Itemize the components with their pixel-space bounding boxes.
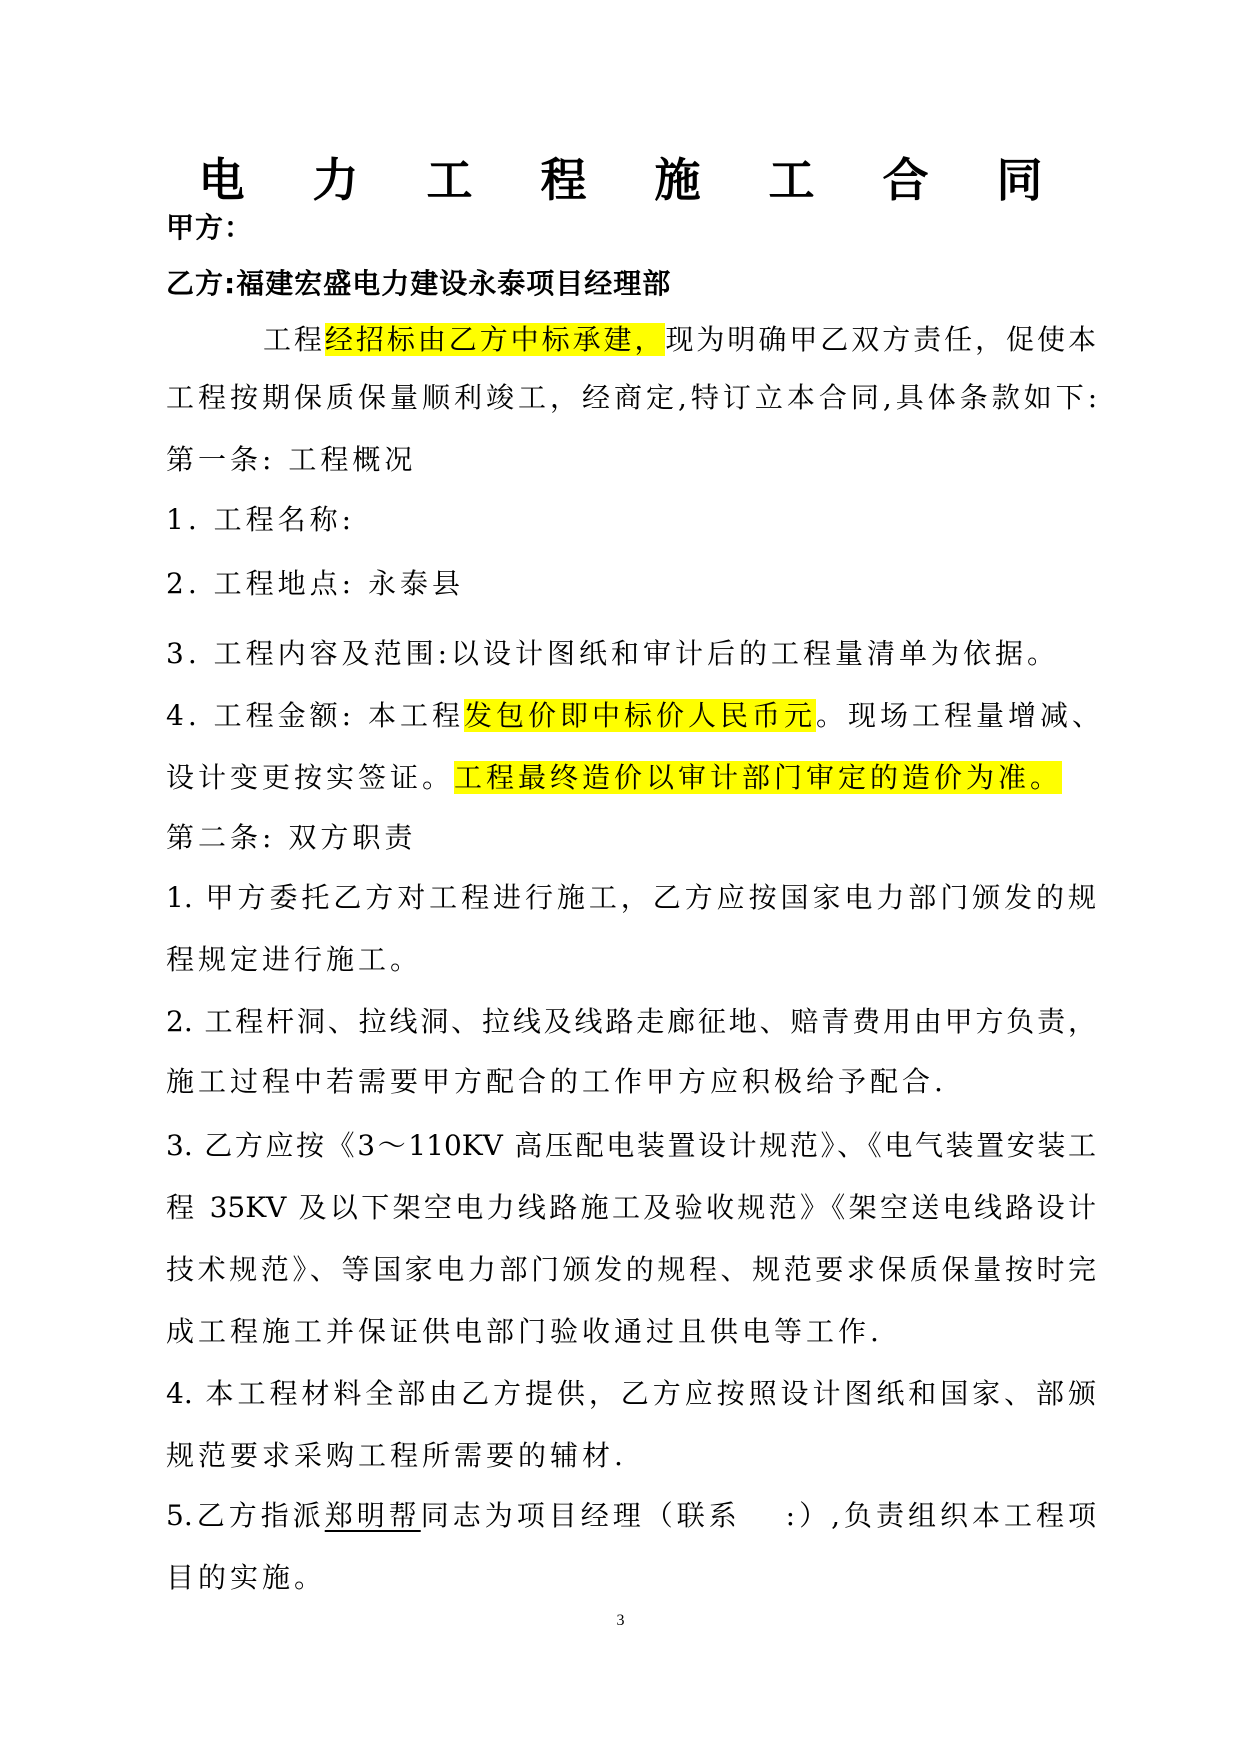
article-2-item-4-line-1: 4. 本工程材料全部由乙方提供，乙方应按照设计图纸和国家、部颁 [166, 1377, 1096, 1410]
article-2-heading: 第二条: 双方职责 [166, 821, 417, 854]
intro-line-1 [166, 320, 1096, 360]
article-1-item-4-line-2 [166, 758, 1096, 798]
final-cost-highlight: 工程最终造价以审计部门审定的造价为准。 [454, 761, 1063, 794]
intro-lead: 工程 [260, 323, 325, 356]
article-2-item-1-line-1: 1. 甲方委托乙方对工程进行施工，乙方应按国家电力部门颁发的规 [166, 881, 1096, 914]
amount-highlight: 发包价即中标价人民币元 [463, 699, 816, 732]
article-2-item-3-line-4: 成工程施工并保证供电部门验收通过且供电等工作. [166, 1315, 883, 1348]
article-2-item-4-line-2: 规范要求采购工程所需要的辅材. [166, 1439, 627, 1472]
amount-lead-2: 设计变更按实签证。 [166, 761, 455, 794]
amount-lead: 4. 工程金额: 本工程 [166, 699, 464, 732]
manager-rest: 同志为项目经理（联系 :）,负责组织本工程项 [420, 1499, 1096, 1532]
article-1-item-4-line-1 [166, 696, 1104, 736]
article-2-item-3-line-2: 程 35KV 及以下架空电力线路施工及验收规范》《架空送电线路设计 [166, 1191, 1096, 1224]
contract-title: 电 力 工 程 施 工 合 同 [198, 153, 1069, 207]
article-2-item-3-line-1: 3. 乙方应按《3～110KV 高压配电装置设计规范》、《电气装置安装工 [166, 1129, 1096, 1162]
article-2-item-2-line-1: 2. 工程杆洞、拉线洞、拉线及线路走廊征地、赔青费用由甲方负责， [166, 1005, 1096, 1038]
amount-rest: 。现场工程量增减、 [815, 699, 1104, 732]
article-1-item-3: 3. 工程内容及范围:以设计图纸和审计后的工程量清单为依据。 [166, 637, 1060, 670]
article-2-item-3-line-3: 技术规范》、等国家电力部门颁发的规程、规范要求保质保量按时完 [166, 1253, 1096, 1286]
article-2-item-1-line-2: 程规定进行施工。 [166, 943, 423, 976]
manager-name: 郑明帮 [324, 1499, 421, 1532]
intro-line-2: 工程按期保质保量顺利竣工，经商定,特订立本合同,具体条款如下: [166, 381, 1102, 414]
article-1-item-2: 2. 工程地点: 永泰县 [166, 567, 464, 600]
intro-highlight: 经招标由乙方中标承建， [324, 323, 666, 356]
page-number: 3 [616, 1612, 625, 1629]
article-2-item-5-line-2: 目的实施。 [166, 1561, 327, 1594]
article-2-item-5-line-1 [166, 1496, 1096, 1536]
article-1-item-1: 1. 工程名称: [166, 503, 356, 536]
intro-rest: 现为明确甲乙双方责任，促使本 [665, 323, 1096, 356]
party-a-line: 甲方： [166, 211, 254, 244]
article-2-item-2-line-2: 施工过程中若需要甲方配合的工作甲方应积极给予配合. [166, 1065, 947, 1098]
party-b-line: 乙方:福建宏盛电力建设永泰项目经理部 [166, 267, 672, 300]
manager-lead: 5.乙方指派 [166, 1499, 325, 1532]
article-1-heading: 第一条: 工程概况 [166, 443, 417, 476]
